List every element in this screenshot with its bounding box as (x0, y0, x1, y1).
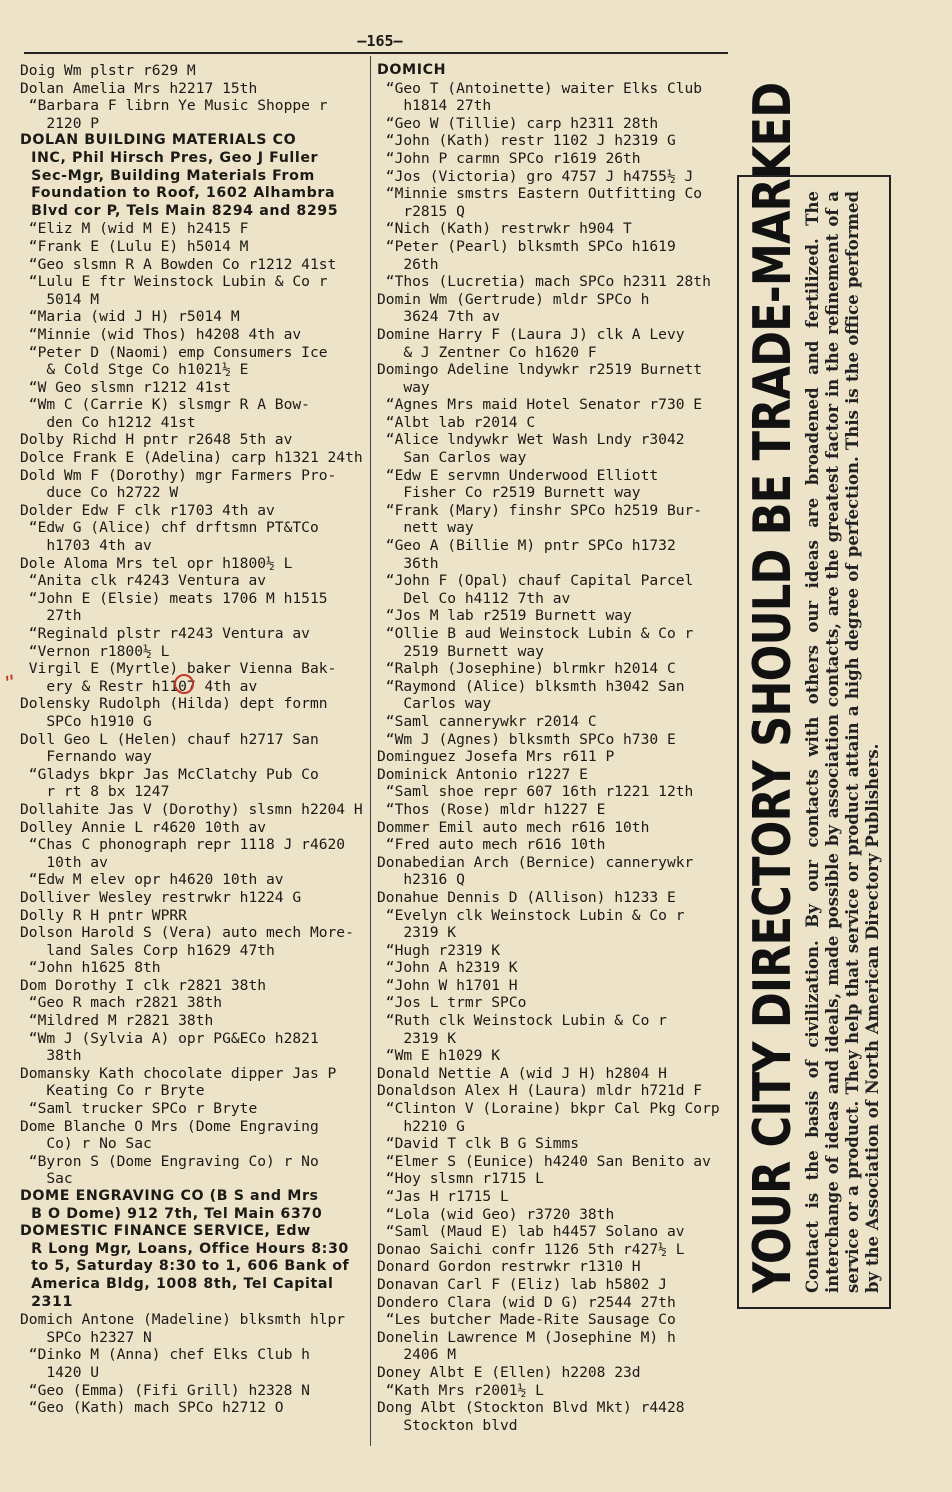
directory-entry-line: Donahue Dennis D (Allison) h1233 E (377, 888, 676, 906)
directory-entry-line: “Thos (Lucretia) mach SPCo h2311 28th (377, 273, 711, 291)
directory-entry-line: Dolder Edw F clk r1703 4th av (20, 501, 275, 519)
directory-entry-line: “John F (Opal) chauf Capital Parcel (377, 572, 694, 590)
directory-entry-line: Sac (20, 1170, 73, 1188)
directory-entry-line: duce Co h2722 W (20, 484, 179, 502)
directory-entry-line: “Lulu E ftr Weinstock Lubin & Co r (20, 273, 328, 291)
directory-entry-line: “Raymond (Alice) blksmth h3042 San (377, 677, 685, 695)
directory-entry-line: “John W h1701 H (377, 976, 518, 994)
directory-entry-line: & J Zentner Co h1620 F (377, 343, 597, 361)
directory-entry-line: “Vernon r1800½ L (20, 642, 170, 660)
directory-entry-line: h1814 27th (377, 97, 492, 115)
directory-entry-line: 5014 M (20, 290, 100, 308)
directory-entry-line: “John E (Elsie) meats 1706 M h1515 (20, 589, 328, 607)
directory-entry-line: 3624 7th av (377, 308, 501, 326)
directory-entry-line: “Alice lndywkr Wet Wash Lndy r3042 (377, 431, 685, 449)
directory-entry-line: r rt 8 bx 1247 (20, 783, 170, 801)
directory-entry-line: “Minnie (wid Thos) h4208 4th av (20, 325, 302, 343)
directory-entry-line: Dolley Annie L r4620 10th av (20, 818, 267, 836)
directory-entry-line: “Maria (wid J H) r5014 M (20, 308, 240, 326)
directory-entry-line: Domich Antone (Madeline) blksmth hlpr (20, 1311, 346, 1329)
directory-entry-line: “Agnes Mrs maid Hotel Senator r730 E (377, 396, 703, 414)
directory-entry-line: “Minnie smstrs Eastern Outfitting Co (377, 185, 703, 203)
directory-entry-line: “Saml cannerywkr r2014 C (377, 712, 597, 730)
directory-entry-line: “Edw E servmn Underwood Elliott (377, 466, 659, 484)
directory-entry-line: 2519 Burnett way (377, 642, 544, 660)
directory-entry-line: “Evelyn clk Weinstock Lubin & Co r (377, 906, 685, 924)
directory-entry-line: “John h1625 8th (20, 959, 161, 977)
directory-entry-line: “Gladys bkpr Jas McClatchy Pub Co (20, 765, 319, 783)
directory-entry-line: “Hoy slsmn r1715 L (377, 1170, 544, 1188)
directory-entry-line: Donelin Lawrence M (Josephine M) h (377, 1328, 676, 1346)
directory-entry-line: Fisher Co r2519 Burnett way (377, 484, 641, 502)
directory-entry-line: “Wm C (Carrie K) slsmgr R A Bow- (20, 396, 310, 414)
directory-entry-line: Keating Co r Bryte (20, 1082, 205, 1100)
directory-entry-line: Domin Wm (Gertrude) mldr SPCo h (377, 290, 650, 308)
advertisement-content (739, 82, 889, 1307)
directory-entry-line: “Geo (Emma) (Fifi Grill) h2328 N (20, 1381, 310, 1399)
directory-entry-line: nett way (377, 519, 474, 537)
directory-entry-line: Dommer Emil auto mech r616 10th (377, 818, 650, 836)
directory-entry-line: Dold Wm F (Dorothy) mgr Farmers Pro- (20, 466, 337, 484)
directory-entry-line: “Lola (wid Geo) r3720 38th (377, 1205, 615, 1223)
directory-entry-line: “Wm E h1029 K (377, 1047, 501, 1065)
directory-entry-line: den Co h1212 41st (20, 413, 196, 431)
directory-entry-line: Dolly R H pntr WPRR (20, 906, 187, 924)
directory-entry-line: land Sales Corp h1629 47th (20, 941, 275, 959)
directory-entry-line: “Saml trucker SPCo r Bryte (20, 1100, 258, 1118)
directory-entry-line: “Geo R mach r2821 38th (20, 994, 223, 1012)
directory-entry-line: “Peter (Pearl) blksmth SPCo h1619 (377, 237, 676, 255)
directory-entry-line: “Edw G (Alice) chf drftsmn PT&TCo (20, 519, 319, 537)
directory-entry-line: Dondero Clara (wid D G) r2544 27th (377, 1293, 676, 1311)
directory-entry-line: 10th av (20, 853, 108, 871)
directory-entry-line: “Jos M lab r2519 Burnett way (377, 607, 632, 625)
directory-entry-line: “Eliz M (wid M E) h2415 F (20, 220, 249, 238)
directory-entry-line: “Geo W (Tillie) carp h2311 28th (377, 114, 659, 132)
directory-entry-line: Dolce Frank E (Adelina) carp h1321 24th (20, 449, 363, 467)
directory-entry-line: 2311 (20, 1293, 73, 1310)
directory-entry-line: “Hugh r2319 K (377, 941, 501, 959)
directory-entry-line: “Les butcher Made-Rite Sausage Co (377, 1311, 676, 1329)
handwritten-mark: ʺ (3, 671, 20, 697)
directory-entry-line: Blvd cor P, Tels Main 8294 and 8295 (20, 202, 339, 219)
directory-entry-line: B O Dome) 912 7th, Tel Main 6370 (20, 1205, 323, 1222)
directory-entry-line: INC, Phil Hirsch Pres, Geo J Fuller (20, 149, 319, 166)
directory-entry-line: Dome Blanche O Mrs (Dome Engraving (20, 1117, 319, 1135)
directory-entry-line: Domansky Kath chocolate dipper Jas P (20, 1064, 337, 1082)
directory-entry-line: Donard Gordon restrwkr r1310 H (377, 1258, 641, 1276)
directory-entry-line: Co) r No Sac (20, 1135, 152, 1153)
directory-entry-line: & Cold Stge Co h1021½ E (20, 361, 249, 379)
directory-entry-line: “Anita clk r4243 Ventura av (20, 572, 267, 590)
directory-entry-line: Del Co h4112 7th av (377, 589, 571, 607)
page-number: —165— (357, 32, 403, 50)
directory-entry-line: 1420 U (20, 1363, 100, 1381)
directory-entry-line: h2316 Q (377, 871, 465, 889)
directory-entry-line: “Frank (Mary) finshr SPCo h2519 Bur- (377, 501, 703, 519)
directory-entry-line: DOME ENGRAVING CO (B S and Mrs (20, 1188, 319, 1204)
directory-entry-line: “Barbara F librn Ye Music Shoppe r (20, 97, 328, 115)
directory-entry-line: “Albt lab r2014 C (377, 413, 536, 431)
advertisement-box (737, 82, 891, 1309)
directory-entry-line: “Saml (Maud E) lab h4457 Solano av (377, 1223, 685, 1241)
directory-entry-line: Foundation to Roof, 1602 Alhambra (20, 185, 336, 202)
directory-entry-line: Donao Saichi confr 1126 5th r427½ L (377, 1240, 685, 1258)
directory-entry-line: 2120 P (20, 114, 100, 132)
directory-entry-line: “Chas C phonograph repr 1118 J r4620 (20, 836, 346, 854)
directory-entry-line: “Geo T (Antoinette) waiter Elks Club (377, 79, 703, 97)
directory-entry-line: Carlos way (377, 695, 492, 713)
directory-entry-line: “Saml shoe repr 607 16th r1221 12th (377, 783, 694, 801)
directory-entry-line: Donald Nettie A (wid J H) h2804 H (377, 1064, 667, 1082)
directory-entry-line: Dollahite Jas V (Dorothy) slsmn h2204 H (20, 800, 363, 818)
directory-entry-line: “Clinton V (Loraine) bkpr Cal Pkg Corp (377, 1100, 720, 1118)
directory-entry-line: DOMICH (377, 62, 447, 78)
directory-entry-line: “Jas H r1715 L (377, 1188, 509, 1205)
directory-entry-line: SPCo h2327 N (20, 1328, 152, 1346)
directory-entry-line: 2319 K (377, 1029, 457, 1047)
directory-entry-line: “Fred auto mech r616 10th (377, 836, 606, 854)
directory-entry-line: R Long Mgr, Loans, Office Hours 8:30 (20, 1240, 349, 1257)
directory-entry-line: h1703 4th av (20, 537, 152, 555)
directory-entry-line: way (377, 378, 430, 396)
directory-entry-line: SPCo h1910 G (20, 712, 152, 730)
directory-entry-line: San Carlos way (377, 449, 527, 467)
directory-entry-line: “Geo (Kath) mach SPCo h2712 O (20, 1399, 284, 1417)
directory-entry-line: Donabedian Arch (Bernice) cannerywkr (377, 853, 694, 871)
directory-entry-line: 26th (377, 255, 439, 273)
directory-entry-line: “Thos (Rose) mldr h1227 E (377, 800, 606, 818)
directory-entry-line: “Wm J (Agnes) blksmth SPCo h730 E (377, 730, 676, 748)
left-column (20, 62, 366, 1417)
directory-entry-line: 36th (377, 554, 439, 572)
directory-entry-line: Dolson Harold S (Vera) auto mech More- (20, 924, 354, 942)
directory-entry-line: Dong Albt (Stockton Blvd Mkt) r4428 (377, 1399, 685, 1417)
directory-entry-line: Dole Aloma Mrs tel opr h1800½ L (20, 554, 293, 572)
directory-entry-line: Dom Dorothy I clk r2821 38th (20, 976, 267, 994)
directory-entry-line: ery & Restr h1107 4th av (20, 677, 258, 695)
directory-entry-line: “Byron S (Dome Engraving Co) r No (20, 1152, 319, 1170)
directory-entry-line: “Peter D (Naomi) emp Consumers Ice (20, 343, 328, 361)
directory-entry-line: Doll Geo L (Helen) chauf h2717 San (20, 730, 319, 748)
directory-entry-line: “John (Kath) restr 1102 J h2319 G (377, 132, 676, 150)
directory-entry-line: “Dinko M (Anna) chef Elks Club h (20, 1346, 310, 1364)
directory-entry-line: “Frank E (Lulu E) h5014 M (20, 237, 249, 255)
directory-entry-line: “Mildred M r2821 38th (20, 1012, 214, 1030)
directory-entry-line: “Ollie B aud Weinstock Lubin & Co r (377, 625, 694, 642)
directory-entry-line: “Ruth clk Weinstock Lubin & Co r (377, 1012, 667, 1030)
directory-entry-line: Dominick Antonio r1227 E (377, 765, 588, 783)
directory-entry-line: h2210 G (377, 1117, 465, 1135)
directory-entry-line: “John A h2319 K (377, 959, 518, 977)
directory-entry-line: Dominguez Josefa Mrs r611 P (377, 748, 615, 766)
directory-entry-line: “Geo A (Billie M) pntr SPCo h1732 (377, 537, 676, 555)
directory-entry-line: Stockton blvd (377, 1416, 518, 1434)
directory-entry-line: “Reginald plstr r4243 Ventura av (20, 625, 310, 642)
directory-entry-line: “Geo slsmn R A Bowden Co r1212 41st (20, 255, 337, 273)
directory-entry-line: Dolliver Wesley restrwkr h1224 G (20, 888, 302, 906)
directory-entry-line: Fernando way (20, 748, 152, 766)
directory-entry-line: Virgil E (Myrtle) baker Vienna Bak- (20, 660, 337, 678)
directory-entry-line: “Ralph (Josephine) blrmkr h2014 C (377, 660, 676, 678)
directory-entry-line: “Elmer S (Eunice) h4240 San Benito av (377, 1152, 711, 1170)
directory-entry-line: “Wm J (Sylvia A) opr PG&ECo h2821 (20, 1029, 319, 1047)
directory-entry-line: “John P carmn SPCo r1619 26th (377, 149, 641, 167)
directory-entry-line: “Jos (Victoria) gro 4757 J h4755½ J (377, 167, 694, 185)
directory-entry-line: “Kath Mrs r2001½ L (377, 1381, 544, 1399)
directory-entry-line: r2815 Q (377, 202, 465, 220)
directory-entry-line: 2406 M (377, 1346, 457, 1364)
directory-entry-line: Domingo Adeline lndywkr r2519 Burnett (377, 361, 703, 379)
directory-entry-line: “David T clk B G Simms (377, 1135, 580, 1153)
directory-entry-line: America Bldg, 1008 8th, Tel Capital (20, 1275, 334, 1292)
directory-entry-line: 38th (20, 1047, 82, 1065)
directory-entry-line: Domine Harry F (Laura J) clk A Levy (377, 325, 685, 343)
directory-entry-line: “W Geo slsmn r1212 41st (20, 378, 231, 396)
advertisement-body: Contact is the basis of civilization. By our contacts with others our ideas are broadened and fertilized. The interchange of ideas and ideals, made possible by association contacts, are the greatest factor in the refinement of a service or a product. They help that service or product attain a high degree of perfection. This is the office performed by the Association of North American Directory Publishers. (803, 191, 882, 1293)
right-column (377, 62, 729, 1434)
directory-entry-line: DOMESTIC FINANCE SERVICE, Edw (20, 1223, 311, 1240)
directory-entry-line: “Jos L trmr SPCo (377, 994, 527, 1012)
directory-entry-line: Dolby Richd H pntr r2648 5th av (20, 431, 293, 449)
column-divider (370, 56, 371, 1446)
advertisement-headline: YOUR CITY DIRECTORY SHOULD BE TRADE-MARKED (743, 82, 803, 1293)
directory-entry-line: “Nich (Kath) restrwkr h904 T (377, 220, 632, 238)
directory-entry-line: Donavan Carl F (Eliz) lab h5802 J (377, 1275, 667, 1293)
directory-entry-line: Sec-Mgr, Building Materials From (20, 167, 315, 184)
directory-entry-line: DOLAN BUILDING MATERIALS CO (20, 132, 297, 149)
ink-circle-mark (174, 674, 194, 694)
directory-entry-line: Dolensky Rudolph (Hilda) dept formn (20, 695, 328, 713)
header-rule (24, 52, 728, 54)
directory-entry-line: Donaldson Alex H (Laura) mldr h721d F (377, 1082, 703, 1100)
directory-entry-line: Doney Albt E (Ellen) h2208 23d (377, 1363, 641, 1381)
directory-entry-line: “Edw M elev opr h4620 10th av (20, 871, 284, 889)
directory-entry-line: Dolan Amelia Mrs h2217 15th (20, 79, 258, 97)
directory-entry-line: Doig Wm plstr r629 M (20, 62, 196, 79)
directory-entry-line: 2319 K (377, 924, 457, 942)
directory-entry-line: 27th (20, 607, 82, 625)
directory-entry-line: to 5, Saturday 8:30 to 1, 606 Bank of (20, 1258, 350, 1275)
